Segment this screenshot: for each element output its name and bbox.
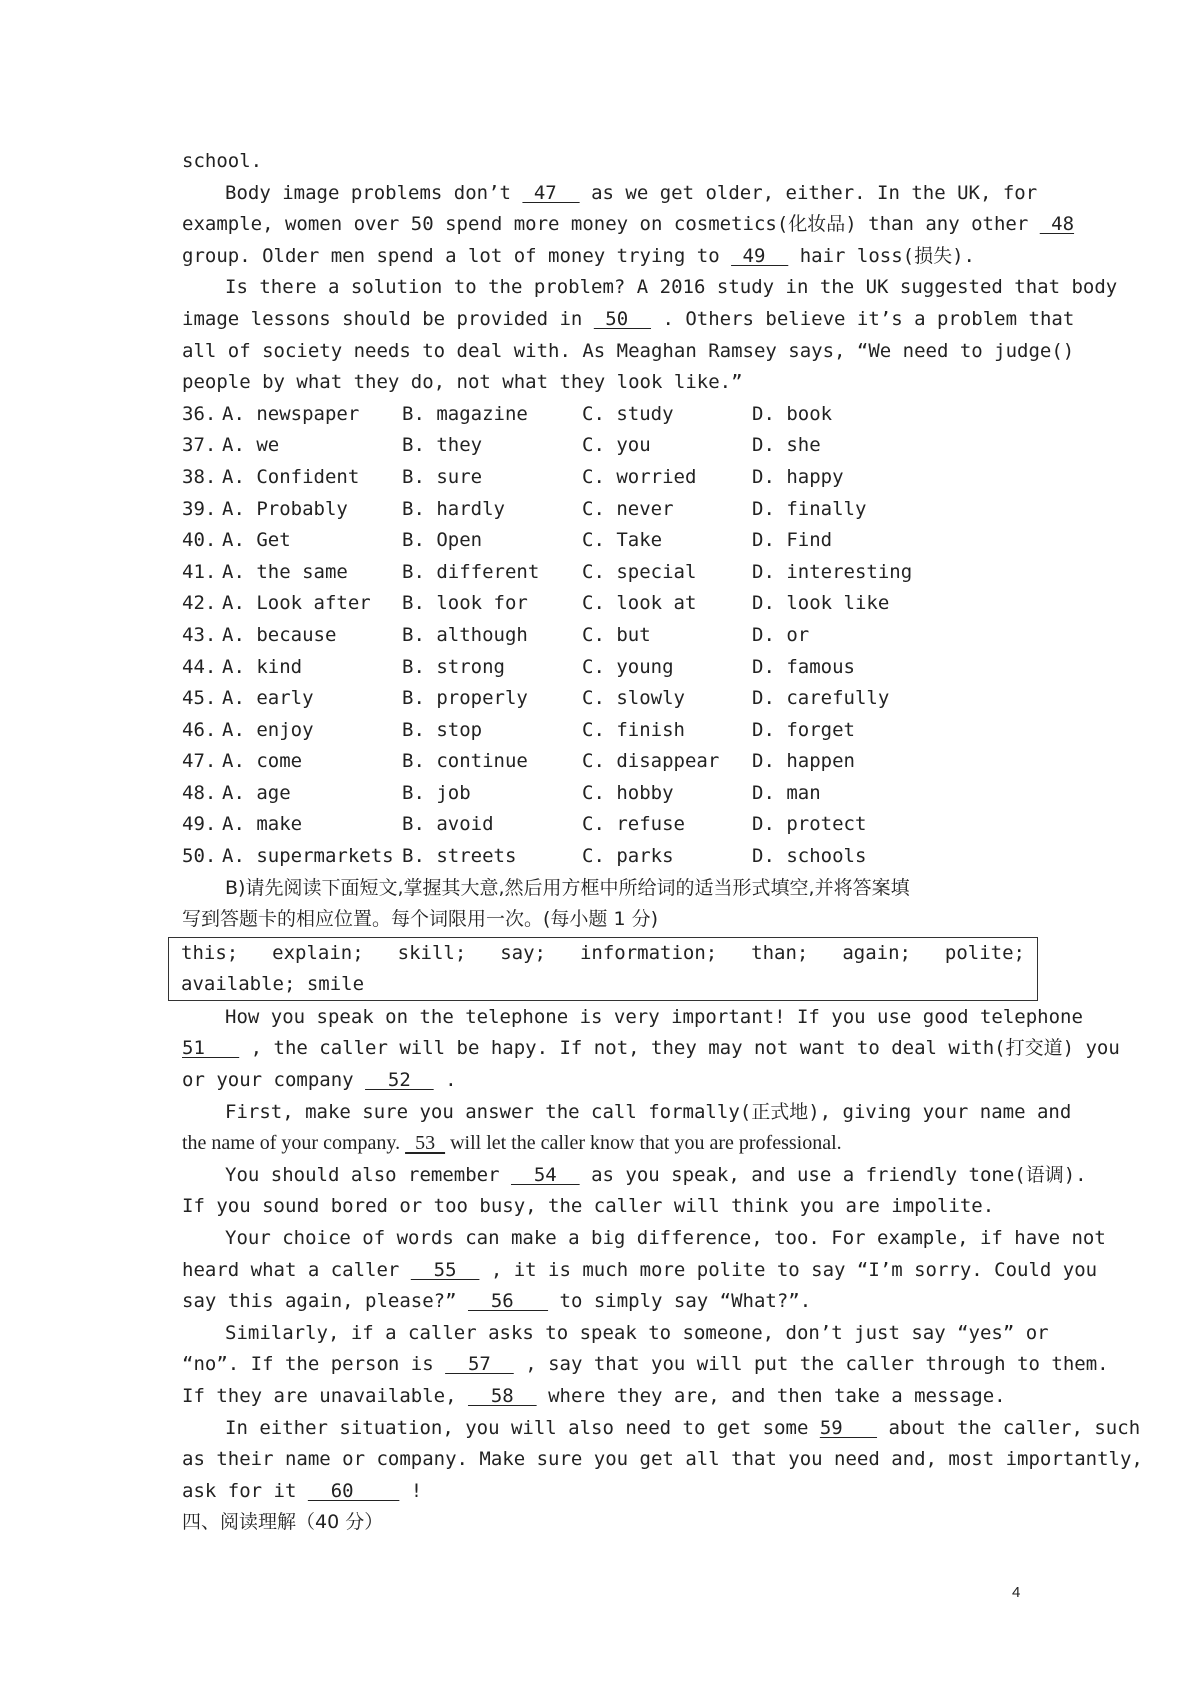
option-a: A. because: [222, 623, 337, 646]
blank-49: 49: [731, 244, 789, 267]
option-a: A. newspaper: [222, 402, 360, 425]
page-number: 4: [1012, 1584, 1021, 1601]
text-line: Is there a solution to the problem? A 2016 study in the UK suggested that body: [225, 276, 1118, 299]
option-c: C. but: [582, 623, 651, 646]
option-d: D. look like: [752, 592, 890, 615]
text-line: You should also remember 54 as you speak, and use a friendly tone(语调).: [182, 1160, 1024, 1192]
text-line: image lessons should be provided in 50 . Others believe it’s a problem that: [182, 304, 1024, 336]
text-line: people by what they do, not what they look like.”: [182, 371, 743, 394]
option-d: D. Find: [752, 529, 833, 552]
question-row: [182, 841, 1024, 873]
option-c: C. slowly: [582, 687, 685, 710]
option-a: A. Get: [222, 529, 291, 552]
question-number: 38.: [182, 465, 217, 488]
question-number: 44.: [182, 655, 217, 678]
option-a: A. we: [222, 434, 280, 457]
option-b: B. look for: [402, 592, 528, 615]
text-line: If they are unavailable, 58 where they are, and then take a message.: [182, 1381, 1024, 1413]
word-row: available; smile: [181, 972, 365, 995]
option-c: C. young: [582, 655, 674, 678]
option-d: D. happy: [752, 465, 844, 488]
text-line: heard what a caller 55 , it is much more polite to say “I’m sorry. Could you: [182, 1255, 1024, 1287]
word-box: [168, 937, 1038, 1001]
section-heading: 四、阅读理解（40 分）: [182, 1511, 384, 1534]
option-d: D. protect: [752, 813, 867, 836]
option-c: C. worried: [582, 465, 697, 488]
option-b: B. strong: [402, 655, 505, 678]
question-row: [182, 430, 1024, 462]
question-number: 50.: [182, 845, 217, 868]
text-line: How you speak on the telephone is very important! If you use good telephone: [225, 1005, 1083, 1028]
blank-59: 59: [819, 1416, 878, 1439]
blank-58: 58: [467, 1384, 537, 1407]
option-d: D. forget: [752, 718, 855, 741]
option-c: C. hobby: [582, 781, 674, 804]
question-number: 47.: [182, 750, 217, 773]
word-option: explain;: [272, 941, 364, 964]
question-number: 46.: [182, 718, 217, 741]
blank-47: 47: [522, 181, 580, 204]
question-row: [182, 809, 1024, 841]
option-b: B. streets: [402, 845, 517, 868]
text-line: Similarly, if a caller asks to speak to someone, don’t just say “yes” or: [225, 1321, 1049, 1344]
option-b: B. they: [402, 434, 483, 457]
option-b: B. properly: [402, 687, 528, 710]
option-d: D. book: [752, 402, 833, 425]
question-row: [182, 746, 1024, 778]
option-b: B. Open: [402, 529, 483, 552]
word-option: this;: [181, 941, 239, 964]
option-a: A. supermarkets: [222, 845, 394, 868]
option-a: A. enjoy: [222, 718, 314, 741]
option-b: B. sure: [402, 465, 483, 488]
option-b: B. avoid: [402, 813, 494, 836]
question-number: 36.: [182, 402, 217, 425]
text-line: First, make sure you answer the call formally(正式地), giving your name and: [225, 1100, 1072, 1123]
option-d: D. finally: [752, 497, 867, 520]
option-a: A. early: [222, 687, 314, 710]
question-row: [182, 462, 1024, 494]
option-d: D. she: [752, 434, 821, 457]
option-a: A. make: [222, 813, 303, 836]
option-d: D. schools: [752, 845, 867, 868]
word-row: [181, 938, 1025, 969]
word-option: say;: [500, 941, 546, 964]
option-b: B. magazine: [402, 402, 528, 425]
option-c: C. look at: [582, 592, 697, 615]
question-row: [182, 494, 1024, 526]
option-d: D. man: [752, 781, 821, 804]
exam-page: [181, 146, 1143, 1539]
text-line: Body image problems don’t 47 as we get older, either. In the UK, for: [182, 178, 1024, 210]
question-number: 43.: [182, 623, 217, 646]
question-row: [182, 525, 1024, 557]
option-c: C. special: [582, 560, 697, 583]
option-c: C. Take: [582, 529, 663, 552]
text-line: example, women over 50 spend more money on cosmetics(化妆品) than any other 48: [182, 209, 1024, 241]
word-option: information;: [579, 941, 718, 964]
text-line: as their name or company. Make sure you get all that you need and, most importantly,: [182, 1448, 1143, 1471]
question-number: 40.: [182, 529, 217, 552]
section-b-instruction: B)请先阅读下面短文,掌握其大意,然后用方框中所给词的适当形式填空,并将答案填: [225, 876, 910, 899]
question-number: 42.: [182, 592, 217, 615]
option-a: A. Probably: [222, 497, 348, 520]
question-row: [182, 588, 1024, 620]
option-b: B. although: [402, 623, 528, 646]
question-row: [182, 778, 1024, 810]
word-option: than;: [751, 941, 809, 964]
option-b: B. hardly: [402, 497, 505, 520]
text-line: all of society needs to deal with. As Meaghan Ramsey says, “We need to judge(): [182, 339, 1075, 362]
option-c: C. refuse: [582, 813, 685, 836]
text-line: “no”. If the person is 57 , say that you will put the caller through to them.: [182, 1349, 1024, 1381]
question-number: 37.: [182, 434, 217, 457]
text-line: If you sound bored or too busy, the caller will think you are impolite.: [182, 1195, 995, 1218]
question-number: 39.: [182, 497, 217, 520]
option-c: C. never: [582, 497, 674, 520]
text-line: ask for it 60 !: [182, 1476, 1024, 1508]
text-line: In either situation, you will also need to get some 59 about the caller, such: [182, 1413, 1024, 1445]
question-row: [182, 557, 1024, 589]
option-c: C. disappear: [582, 750, 720, 773]
word-option: skill;: [397, 941, 467, 964]
option-a: A. kind: [222, 655, 303, 678]
option-a: A. Confident: [222, 465, 360, 488]
question-row: [182, 620, 1024, 652]
option-d: D. interesting: [752, 560, 913, 583]
option-d: D. famous: [752, 655, 855, 678]
question-number: 45.: [182, 687, 217, 710]
question-number: 48.: [182, 781, 217, 804]
blank-48: 48: [1039, 213, 1075, 236]
option-b: B. different: [402, 560, 540, 583]
option-a: A. Look after: [222, 592, 371, 615]
option-c: C. study: [582, 402, 674, 425]
text-line: the name of your company. 53 will let the caller know that you are professional.: [182, 1128, 1024, 1160]
option-a: A. come: [222, 750, 303, 773]
option-c: C. finish: [582, 718, 685, 741]
text-line: school.: [182, 150, 263, 172]
question-row: [182, 399, 1024, 431]
question-row: [182, 715, 1024, 747]
blank-56: 56: [467, 1290, 549, 1313]
question-number: 41.: [182, 560, 217, 583]
blank-53: 53: [405, 1132, 446, 1155]
question-row: [182, 683, 1024, 715]
option-c: C. you: [582, 434, 651, 457]
blank-60: 60: [307, 1479, 400, 1502]
blank-55: 55: [410, 1258, 480, 1281]
question-list: [182, 399, 1024, 873]
text-line: or your company 52 .: [182, 1065, 1024, 1097]
option-b: B. continue: [402, 750, 528, 773]
option-d: D. happen: [752, 750, 855, 773]
word-option: polite;: [944, 941, 1025, 964]
blank-54: 54: [510, 1163, 580, 1186]
option-a: A. the same: [222, 560, 348, 583]
blank-51: 51: [182, 1037, 240, 1060]
text-line: say this again, please?” 56 to simply say “What?”.: [182, 1286, 1024, 1318]
option-b: B. job: [402, 781, 471, 804]
blank-52: 52: [365, 1069, 434, 1092]
option-b: B. stop: [402, 718, 483, 741]
question-row: [182, 652, 1024, 684]
blank-50: 50: [593, 307, 652, 330]
option-c: C. parks: [582, 845, 674, 868]
option-d: D. carefully: [752, 687, 890, 710]
text-line: 51 , the caller will be hapy. If not, they may not want to deal with(打交道) you: [182, 1033, 1024, 1065]
section-b-instruction: 写到答题卡的相应位置。每个词限用一次。(每小题 1 分): [182, 908, 658, 931]
blank-57: 57: [445, 1353, 514, 1376]
question-number: 49.: [182, 813, 217, 836]
option-a: A. age: [222, 781, 291, 804]
word-option: again;: [842, 941, 911, 964]
text-line: Your choice of words can make a big difference, too. For example, if have not: [225, 1227, 1106, 1249]
option-d: D. or: [752, 623, 810, 646]
text-line: group. Older men spend a lot of money trying to 49 hair loss(损失).: [182, 241, 1024, 273]
